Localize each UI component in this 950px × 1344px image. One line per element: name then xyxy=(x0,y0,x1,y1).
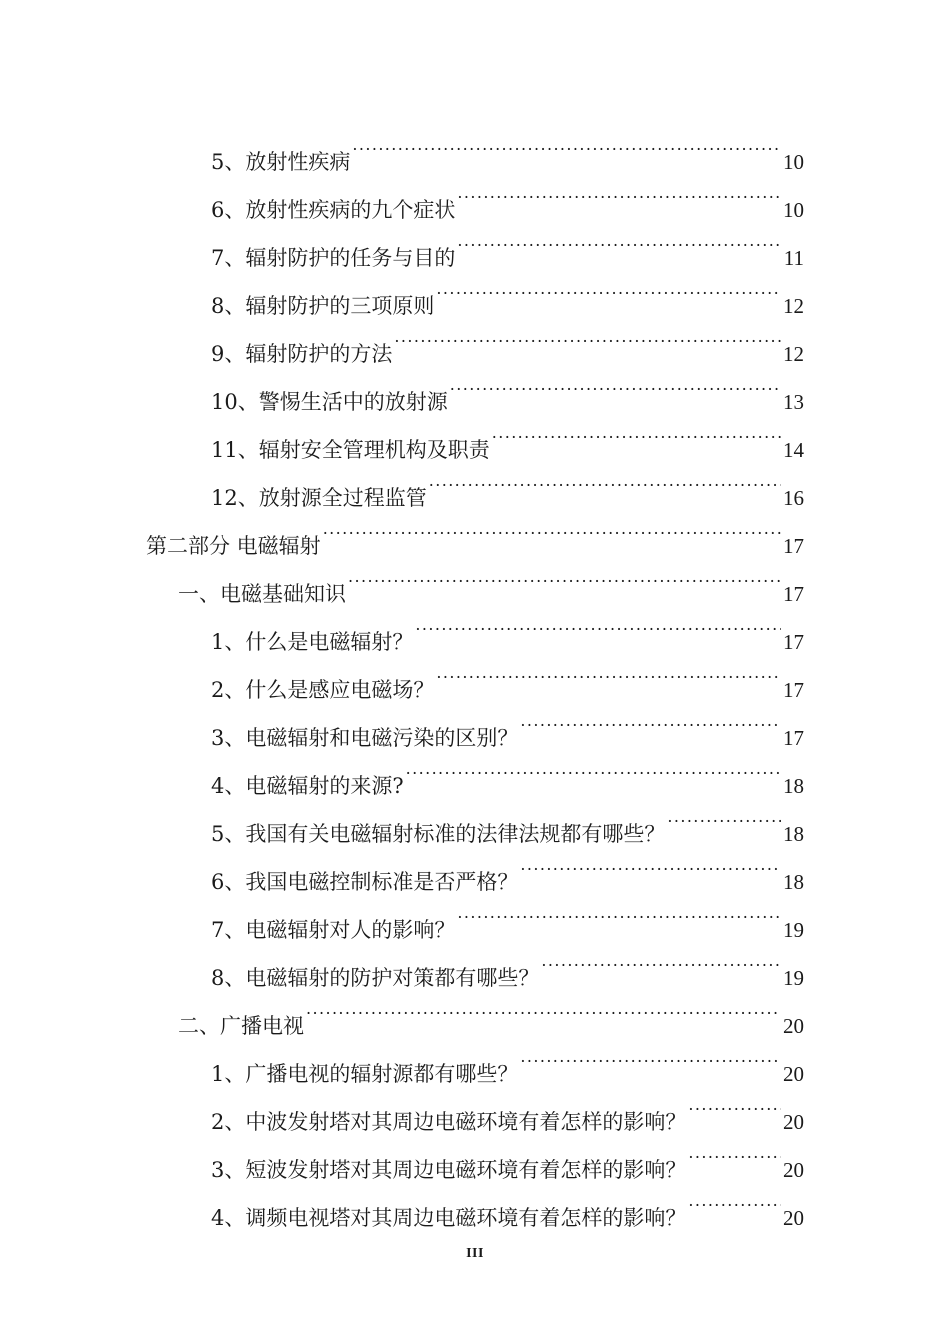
toc-entry-page-number: 11 xyxy=(783,246,804,270)
toc-entry-title: 2、中波发射塔对其周边电磁环境有着怎样的影响？ xyxy=(211,1110,687,1134)
toc-entry-page-number: 17 xyxy=(783,630,804,654)
toc-dot-leader xyxy=(348,553,781,601)
toc-entry-title: 4、调频电视塔对其周边电磁环境有着怎样的影响？ xyxy=(211,1206,687,1230)
toc-entry-page-number: 14 xyxy=(783,438,804,462)
toc-entry-title: 一、电磁基础知识 xyxy=(178,582,346,606)
toc-entry[interactable] xyxy=(0,889,950,942)
toc-entry-title: 4、电磁辐射的来源? xyxy=(211,774,404,798)
toc-entry-title: 11、辐射安全管理机构及职责 xyxy=(211,438,490,462)
toc-entry-title: 第二部分 电磁辐射 xyxy=(146,534,321,558)
toc-dot-leader xyxy=(688,1129,781,1177)
toc-entry-page-number: 10 xyxy=(783,198,804,222)
toc-entry-title: 2、什么是感应电磁场？ xyxy=(211,678,435,702)
toc-entry-page-number: 19 xyxy=(783,966,804,990)
toc-entry-page-number: 20 xyxy=(783,1110,804,1134)
toc-entry[interactable] xyxy=(0,265,950,318)
toc-entry-page-number: 20 xyxy=(783,1206,804,1230)
toc-entry[interactable] xyxy=(0,505,950,558)
toc-entry-title: 二、广播电视 xyxy=(178,1014,304,1038)
toc-entry[interactable] xyxy=(0,313,950,366)
toc-entry-page-number: 17 xyxy=(783,582,804,606)
toc-entry[interactable] xyxy=(0,169,950,222)
toc-entry-title: 8、电磁辐射的防护对策都有哪些？ xyxy=(211,966,540,990)
toc-entry-page-number: 20 xyxy=(783,1014,804,1038)
toc-entry[interactable] xyxy=(0,601,950,654)
toc-entry-page-number: 18 xyxy=(783,822,804,846)
toc-dot-leader xyxy=(541,937,781,985)
toc-entry[interactable] xyxy=(0,457,950,510)
toc-entry-title: 7、辐射防护的任务与目的 xyxy=(211,246,456,270)
toc-entry[interactable] xyxy=(0,553,950,606)
toc-dot-leader xyxy=(436,265,781,313)
toc-entry[interactable] xyxy=(0,409,950,462)
toc-dot-leader xyxy=(429,457,781,505)
toc-entry[interactable] xyxy=(0,793,950,846)
toc-entry-title: 3、短波发射塔对其周边电磁环境有着怎样的影响？ xyxy=(211,1158,687,1182)
toc-dot-leader xyxy=(520,1033,781,1081)
toc-dot-leader xyxy=(520,697,781,745)
toc-dot-leader xyxy=(306,985,781,1033)
toc-dot-leader xyxy=(436,649,781,697)
toc-entry-title: 1、什么是电磁辐射？ xyxy=(211,630,414,654)
toc-entry-page-number: 20 xyxy=(783,1158,804,1182)
toc-entry-title: 12、放射源全过程监管 xyxy=(211,486,427,510)
toc-entry-page-number: 17 xyxy=(783,726,804,750)
toc-entry-page-number: 18 xyxy=(783,870,804,894)
toc-entry-page-number: 12 xyxy=(783,342,804,366)
toc-entry-page-number: 13 xyxy=(783,390,804,414)
toc-entry[interactable] xyxy=(0,217,950,270)
table-of-contents xyxy=(0,121,950,1230)
toc-entry[interactable] xyxy=(0,649,950,702)
toc-dot-leader xyxy=(688,1081,781,1129)
toc-entry-page-number: 17 xyxy=(783,678,804,702)
toc-dot-leader xyxy=(667,793,781,841)
toc-entry-title: 1、广播电视的辐射源都有哪些？ xyxy=(211,1062,519,1086)
toc-entry-title: 6、我国电磁控制标准是否严格？ xyxy=(211,870,519,894)
toc-entry-page-number: 19 xyxy=(783,918,804,942)
toc-dot-leader xyxy=(688,1177,781,1225)
toc-entry[interactable] xyxy=(0,121,950,174)
toc-dot-leader xyxy=(492,409,781,457)
toc-entry-page-number: 18 xyxy=(783,774,804,798)
toc-dot-leader xyxy=(415,601,781,649)
toc-entry-page-number: 12 xyxy=(783,294,804,318)
toc-entry-title: 5、我国有关电磁辐射标准的法律法规都有哪些？ xyxy=(211,822,666,846)
toc-entry-title: 6、放射性疾病的九个症状 xyxy=(211,198,456,222)
toc-dot-leader xyxy=(450,361,781,409)
toc-dot-leader xyxy=(323,505,781,553)
toc-entry[interactable] xyxy=(0,985,950,1038)
toc-entry-title: 3、电磁辐射和电磁污染的区别？ xyxy=(211,726,519,750)
toc-entry[interactable] xyxy=(0,361,950,414)
toc-entry-page-number: 17 xyxy=(783,534,804,558)
toc-entry[interactable] xyxy=(0,1033,950,1086)
toc-dot-leader xyxy=(457,169,781,217)
toc-entry-title: 10、警惕生活中的放射源 xyxy=(211,390,448,414)
toc-entry-page-number: 16 xyxy=(783,486,804,510)
toc-entry-page-number: 10 xyxy=(783,150,804,174)
toc-entry-page-number: 20 xyxy=(783,1062,804,1086)
toc-entry[interactable] xyxy=(0,937,950,990)
toc-entry[interactable] xyxy=(0,697,950,750)
toc-dot-leader xyxy=(457,889,781,937)
toc-dot-leader xyxy=(394,313,781,361)
page-number: III xyxy=(466,1246,484,1261)
toc-dot-leader xyxy=(457,217,781,265)
toc-entry-title: 8、辐射防护的三项原则 xyxy=(211,294,435,318)
toc-entry[interactable] xyxy=(0,745,950,798)
toc-dot-leader xyxy=(520,841,781,889)
toc-entry-title: 7、电磁辐射对人的影响？ xyxy=(211,918,456,942)
toc-dot-leader xyxy=(352,121,781,169)
toc-entry-title: 9、辐射防护的方法 xyxy=(211,342,393,366)
toc-dot-leader xyxy=(406,745,781,793)
toc-entry-title: 5、放射性疾病 xyxy=(211,150,351,174)
